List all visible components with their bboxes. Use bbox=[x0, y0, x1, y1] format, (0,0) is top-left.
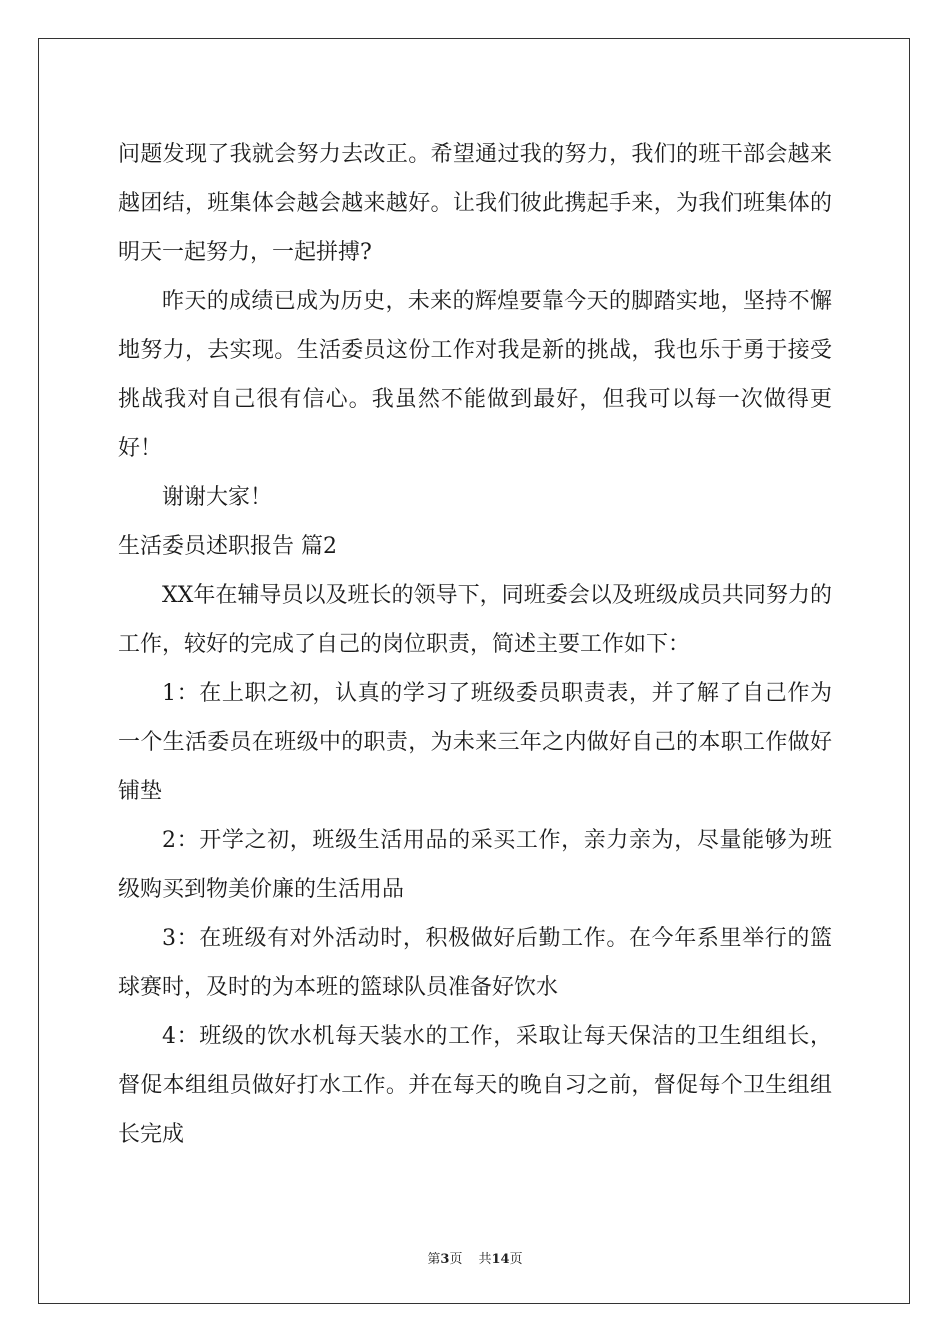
page-number: 3 bbox=[440, 1252, 450, 1267]
page-footer bbox=[0, 1248, 950, 1267]
paragraph-7: 3：在班级有对外活动时，积极做好后勤工作。在今年系里举行的篮球赛时，及时的为本班的篮球队员准备好饮水 bbox=[118, 926, 832, 1000]
paragraph-6: 2：开学之初，班级生活用品的采买工作，亲力亲为，尽量能够为班级购买到物美价廉的生活用品 bbox=[118, 828, 832, 902]
paragraph-8: 4：班级的饮水机每天装水的工作，采取让每天保洁的卫生组组长，督促本组组员做好打水工作。并在每天的晚自习之前，督促每个卫生组组长完成 bbox=[118, 1024, 832, 1147]
page-suffix: 页 bbox=[449, 1252, 463, 1267]
total-prefix: 共 bbox=[478, 1252, 492, 1267]
paragraph-1: 问题发现了我就会努力去改正。希望通过我的努力，我们的班干部会越来越团结，班集体会越会越来越好。让我们彼此携起手来，为我们班集体的明天一起努力，一起拼搏? bbox=[118, 142, 832, 265]
page-prefix: 第 bbox=[427, 1252, 441, 1267]
document-body bbox=[118, 130, 832, 1159]
paragraph-3: 谢谢大家！ bbox=[162, 485, 273, 510]
paragraph-5: 1：在上职之初，认真的学习了班级委员职责表，并了解了自己作为一个生活委员在班级中的职责，为未来三年之内做好自己的本职工作做好铺垫 bbox=[118, 681, 832, 804]
total-suffix: 页 bbox=[509, 1252, 523, 1267]
section-heading: 生活委员述职报告 篇2 bbox=[118, 534, 337, 559]
paragraph-4: XX年在辅导员以及班长的领导下，同班委会以及班级成员共同努力的工作，较好的完成了自己的岗位职责，简述主要工作如下： bbox=[118, 583, 832, 657]
total-pages: 14 bbox=[491, 1252, 510, 1267]
paragraph-2: 昨天的成绩已成为历史，未来的辉煌要靠今天的脚踏实地，坚持不懈地努力，去实现。生活委员这份工作对我是新的挑战，我也乐于勇于接受挑战我对自己很有信心。我虽然不能做到最好，但我可以每一次做得更好！ bbox=[118, 289, 832, 461]
